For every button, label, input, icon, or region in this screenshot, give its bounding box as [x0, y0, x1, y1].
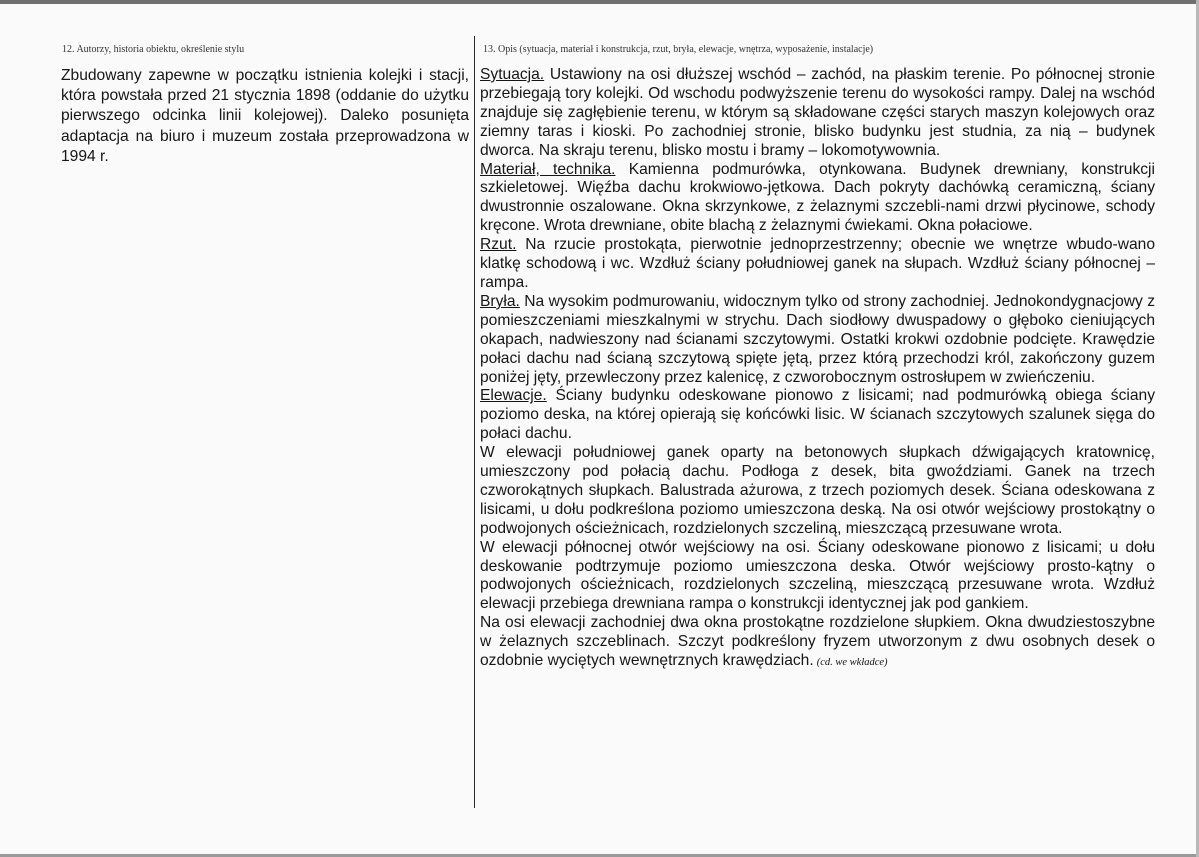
paragraph-title: Sytuacja. — [480, 66, 545, 83]
paragraph-text: W elewacji północnej otwór wejściowy na osi. Ściany odeskowane pionowo z lisicami; u dołu deskowanie podtrzymuje poziomo umieszczona deska. Otwór wejściowy prosto-kątny o podwojonych ościeżnicach, rozdzielonych szczeliną, mieszczącą przesuwane wrota. Wzdłuż elewacji przebiega drewniana rampa o konstrukcji identycznej jak pod gankiem. — [480, 538, 1155, 613]
paragraph-text: Kamienna podmurówka, otynkowana. Budynek drewniany, konstrukcji szkieletowej. Więźba dachu krokwiowo-jętkowa. Dach pokryty dachówką ceramiczną, ściany dwustronnie oszalowane. Okna skrzynkowe, z żelaznymi szczebli-nami drzwi płycinowe, schody kręcone. Wrota drewniane, obite blachą z żelaznymi ćwiekami. Okna połaciowe. — [480, 160, 1155, 235]
paragraph-bryla — [480, 293, 1155, 388]
paragraph-text: Ustawiony na osi dłuższej wschód – zachód, na płaskim terenie. Po północnej stronie przebiegają tory kolejki. Od wschodu podwyższenie terenu do wysokości rampy. Dalej na wschód znajduje się zagłębienie terenu, w którym są składowane części starych maszyn kolejowych oraz ziemny taras i kioski. Po zachodniej stronie, blisko budynku jest studnia, za nią – budynek dworca. Na skraju terenu, blisko mostu i bramy – lokomotywownia. — [480, 66, 1155, 159]
paragraph-text: Na wysokim podmurowaniu, widocznym tylko od strony zachodniej. Jednokondygnacjowy z pomieszczeniami mieszkalnymi w strychu. Dach siodłowy dwuspadowy o głęboko cieniujących okapach, nadwieszony nad ścianami szczytowymi. Ostatki krokwi ozdobnie podcięte. Krawędzie połaci dachu nad ścianą szczytową spięte jętą, przez którą przechodzi król, zakończony guzem poniżej jęty, przewleczony przez kalenicę, z czworobocznym ostrosłupem w zwieńczeniu. — [480, 292, 1155, 386]
paragraph-elewacje — [480, 387, 1155, 444]
paragraph-text: Na rzucie prostokąta, pierwotnie jednoprzestrzenny; obecnie we wnętrze wbudo-wano klatkę schodową i wc. Wzdłuż ściany południowej ganek na słupach. Wzdłuż ściany północnej – rampa. — [480, 236, 1155, 291]
section-13-body — [480, 66, 1155, 673]
scan-edge-top — [0, 0, 1199, 4]
paragraph-rzut — [480, 236, 1155, 293]
paragraph-title: Materiał, technika. — [480, 160, 616, 178]
paragraph-elewacja-polnocna — [480, 539, 1155, 615]
column-divider — [474, 36, 475, 808]
paragraph-sytuacja — [480, 66, 1155, 161]
section-12-body: Zbudowany zapewne w początku istnienia kolejki i stacji, która powstała przed 21 stycznia 1898 (oddanie do użytku pierwszego odcinka linii kolejowej). Daleko posunięta adaptacja na biuro i muzeum została przeprowadzona w 1994 r. — [61, 67, 469, 165]
continuation-note: (cd. we wkładce) — [816, 657, 888, 669]
paragraph-material — [480, 161, 1155, 237]
paragraph-elewacja-zachodnia — [480, 614, 1155, 673]
section-12-heading: 12. Autorzy, historia obiektu, określenie stylu — [62, 44, 245, 55]
section-13-heading: 13. Opis (sytuacja, materiał i konstrukcja, rzut, bryła, elewacje, wnętrza, wyposażenie, instalacje) — [483, 44, 874, 55]
paragraph-text: W elewacji południowej ganek oparty na betonowych słupkach dźwigających kratownicę, umieszczony pod połacią dachu. Podłoga z desek, bita gwoździami. Ganek na trzech czworokątnych słupkach. Balustrada ażurowa, z trzech poziomych desek. Ściana odeskowana z lisicami, u dołu podkreślona poziomo umieszczona deską. Na osi otwór wejściowy prostokątny o podwojonych ościeżnicach, rozdzielonych szczeliną, mieszczącą przesuwane wrota. — [480, 444, 1155, 537]
paragraph-text: Na osi elewacji zachodniej dwa okna prostokątne rozdzielone słupkiem. Okna dwudziestoszybne w żelaznych szczeblinach. Szczyt podkreślony fryzem utworzonym z dwu osobnych desek o ozdobnie wyciętych wewnętrznych krawędziach. — [480, 614, 1155, 670]
paragraph-title: Rzut. — [480, 236, 517, 254]
paragraph-title: Bryła. — [480, 292, 520, 310]
paragraph-text: Ściany budynku odeskowane pionowo z lisicami; nad podmurówką obiega ściany poziomo deska, na której opierają się końcówki lisic. W ścianach szczytowych szalunek sięga do połaci dachu. — [480, 387, 1155, 443]
paragraph-elewacja-poludniowa — [480, 444, 1155, 539]
paragraph-title: Elewacje. — [480, 387, 547, 405]
